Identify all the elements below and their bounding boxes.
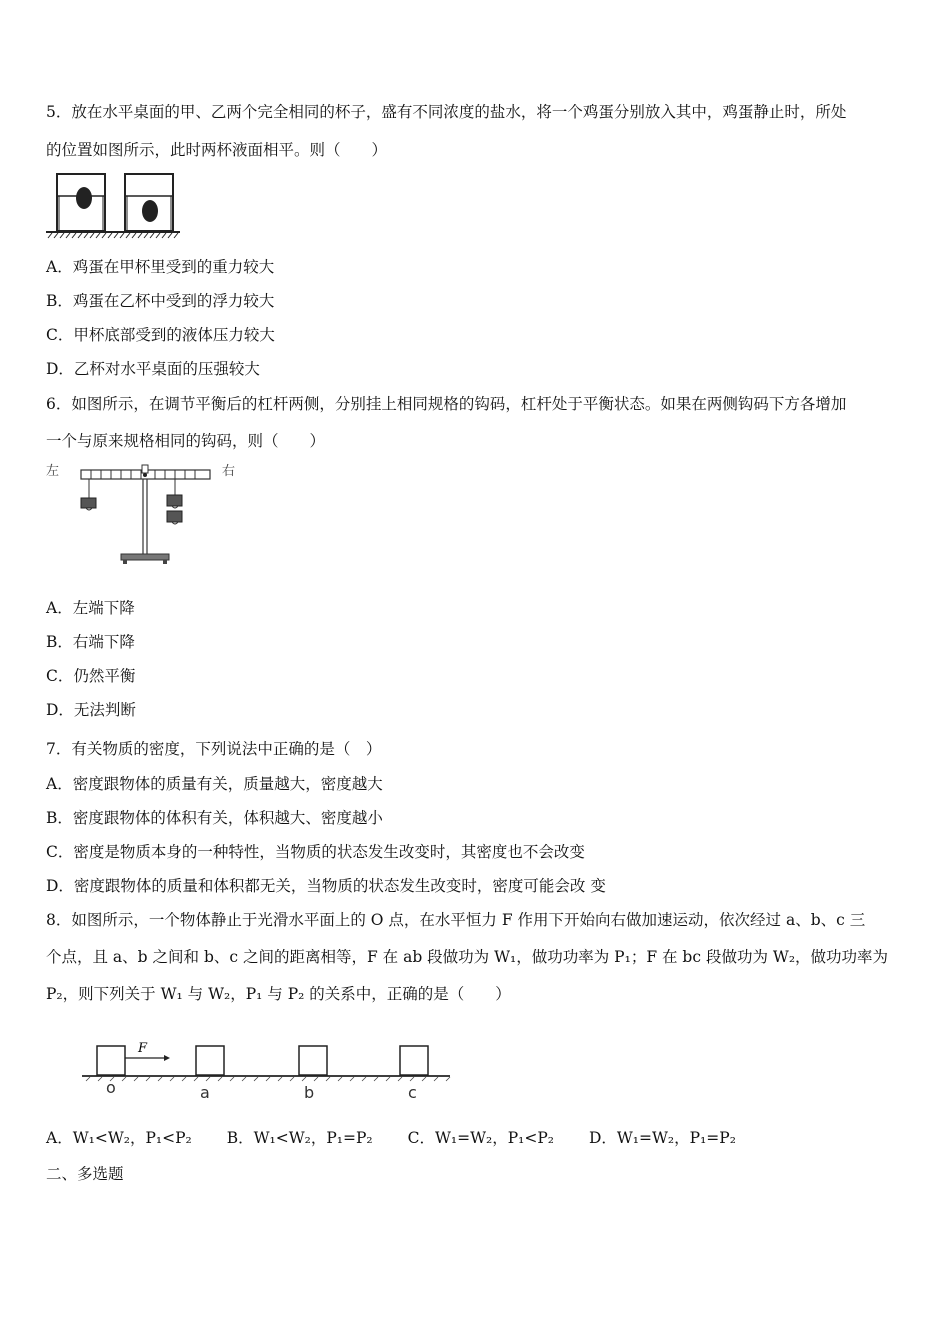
q7-option-d: D．密度跟物体的质量和体积都无关，当物质的状态发生改变时，密度可能会改 变 <box>46 877 606 895</box>
q6-stem-line2: 一个与原来规格相同的钩码，则（ ） <box>46 432 326 450</box>
block-c <box>400 1046 428 1075</box>
q8-option-a: A．W₁<W₂，P₁<P₂ <box>46 1129 192 1147</box>
q5-stem-line1: 5．放在水平桌面的甲、乙两个完全相同的杯子，盛有不同浓度的盐水，将一个鸡蛋分别放入其中，鸡蛋静止时，所处 <box>46 103 847 121</box>
lever-left-label: 左 <box>46 464 60 479</box>
q8-stem-line2: 个点，且 a、b 之间和 b、c 之间的距离相等，F 在 ab 段做功为 W₁，做功功率为 P₁；F 在 bc 段做功为 W₂，做功功率为 <box>46 948 889 966</box>
q8-stem-line3: P₂，则下列关于 W₁ 与 W₂，P₁ 与 P₂ 的关系中，正确的是（ ） <box>46 985 511 1003</box>
block-a <box>196 1046 224 1075</box>
q8-option-d: D．W₁=W₂，P₁=P₂ <box>588 1129 736 1147</box>
q8-option-c: C．W₁=W₂，P₁<P₂ <box>407 1129 554 1147</box>
point-c-label: c <box>408 1083 417 1102</box>
q8-motion-figure <box>78 1036 458 1104</box>
q6-stem-line1: 6．如图所示，在调节平衡后的杠杆两侧，分别挂上相同规格的钩码，杠杆处于平衡状态。如果在两侧钩码下方各增加 <box>46 395 847 413</box>
point-o-label: o <box>106 1078 116 1097</box>
q6-option-b: B．右端下降 <box>46 633 135 651</box>
q8-options <box>46 1126 766 1148</box>
q8-stem-line1: 8．如图所示，一个物体静止于光滑水平面上的 O 点，在水平恒力 F 作用下开始向右做加速运动，依次经过 a、b、c 三 <box>46 911 866 929</box>
q5-stem-line2: 的位置如图所示，此时两杯液面相平。则（ ） <box>46 141 388 159</box>
q5-cups-figure <box>44 170 184 242</box>
q5-option-d: D．乙杯对水平桌面的压强较大 <box>46 360 260 378</box>
q5-option-c: C．甲杯底部受到的液体压力较大 <box>46 326 275 344</box>
q7-stem: 7．有关物质的密度，下列说法中正确的是（ ） <box>46 740 382 758</box>
q8-option-b: B．W₁<W₂，P₁=P₂ <box>226 1129 373 1147</box>
q6-option-c: C．仍然平衡 <box>46 667 136 685</box>
section-heading: 二、多选题 <box>46 1165 124 1183</box>
point-b-label: b <box>304 1083 315 1102</box>
point-a-label: a <box>200 1083 210 1102</box>
q7-option-c: C．密度是物质本身的一种特性，当物质的状态发生改变时，其密度也不会改变 <box>46 843 585 861</box>
force-label: F <box>138 1041 148 1056</box>
q5-option-a: A．鸡蛋在甲杯里受到的重力较大 <box>46 258 275 276</box>
q7-option-b: B．密度跟物体的体积有关，体积越大、密度越小 <box>46 809 383 827</box>
block-b <box>299 1046 327 1075</box>
block-o <box>97 1046 125 1075</box>
q6-option-d: D．无法判断 <box>46 701 136 719</box>
q7-option-a: A．密度跟物体的质量有关，质量越大，密度越大 <box>46 775 383 793</box>
q6-option-a: A．左端下降 <box>46 599 135 617</box>
lever-right-label: 右 <box>222 464 236 479</box>
q6-lever-figure <box>44 458 244 573</box>
q5-option-b: B．鸡蛋在乙杯中受到的浮力较大 <box>46 292 275 310</box>
